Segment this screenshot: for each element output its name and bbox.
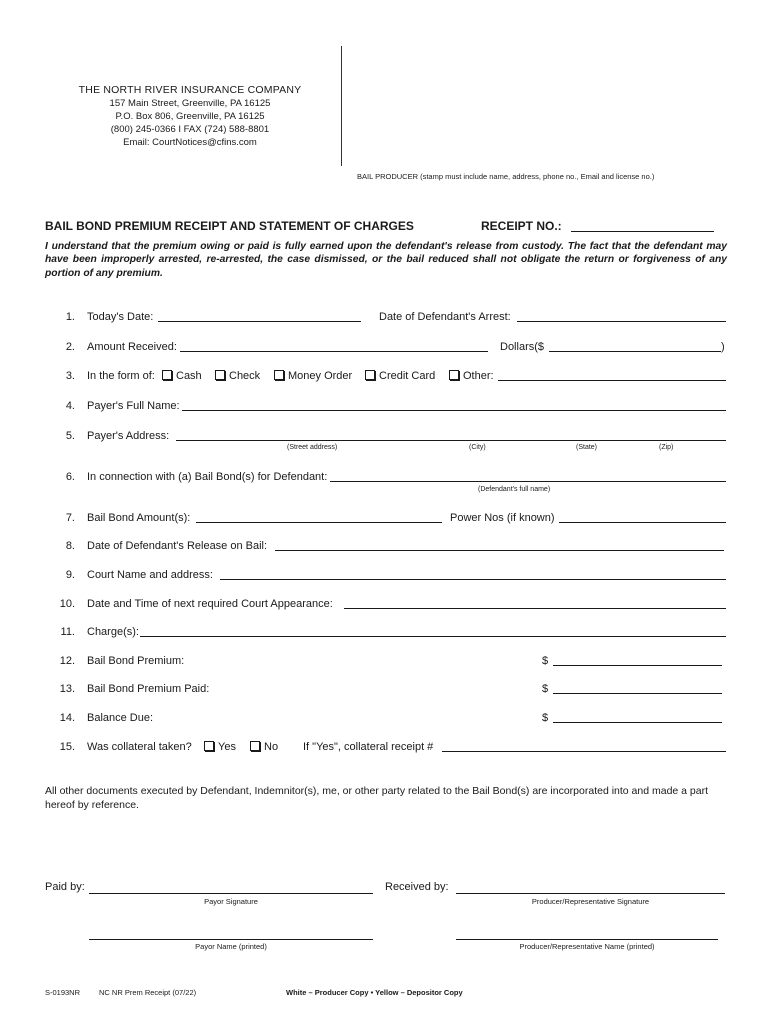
payer-name-label: Payer's Full Name: xyxy=(87,400,180,412)
option-other-label: Other: xyxy=(463,370,494,382)
option-cash[interactable] xyxy=(162,368,202,384)
option-money-order-label: Money Order xyxy=(288,370,353,382)
zip-caption: (Zip) xyxy=(659,444,674,451)
premium-paid-label: Bail Bond Premium Paid: xyxy=(87,683,210,695)
amount-received-dollars-field[interactable] xyxy=(549,339,721,352)
row-number: 5. xyxy=(65,430,75,442)
todays-date-label: Today's Date: xyxy=(87,311,154,323)
option-no-label: No xyxy=(264,741,279,753)
checkbox-icon[interactable] xyxy=(215,370,225,380)
option-other[interactable] xyxy=(449,368,494,384)
bond-amount-label: Bail Bond Amount(s): xyxy=(87,512,191,524)
row-bond-amount xyxy=(45,510,727,526)
option-cash-label: Cash xyxy=(176,370,202,382)
option-yes[interactable] xyxy=(204,739,236,755)
row-balance-due xyxy=(45,710,727,726)
payment-other-field[interactable] xyxy=(498,368,726,381)
form-number: S-0193NR xyxy=(45,988,81,997)
producer-signature-caption: Producer/Representative Signature xyxy=(531,897,650,906)
premium-paid-field[interactable] xyxy=(553,681,722,694)
city-caption: (City) xyxy=(469,444,486,451)
incorporation-paragraph: All other documents executed by Defendant, Indemnitor(s), me, or other party related to the Bail Bond(s) are incorporated into and made a part hereof by reference. xyxy=(45,785,709,811)
premium-label: Bail Bond Premium: xyxy=(87,655,185,667)
row-todays-date xyxy=(45,309,727,325)
defendant-name-field[interactable] xyxy=(330,469,726,482)
form-name: NC NR Prem Receipt (07/22) xyxy=(99,988,197,997)
option-credit-card-label: Credit Card xyxy=(379,370,436,382)
row-number: 4. xyxy=(65,400,75,412)
receipt-no-label xyxy=(481,219,562,233)
option-yes-label: Yes xyxy=(218,741,236,753)
premium-field[interactable] xyxy=(553,653,722,666)
option-check[interactable] xyxy=(215,368,260,384)
court-name-field[interactable] xyxy=(220,567,726,580)
state-caption: (State) xyxy=(576,444,598,451)
row-number: 8. xyxy=(65,540,75,552)
company-email: Email: CourtNotices@cfins.com xyxy=(123,137,257,148)
company-block xyxy=(40,84,340,149)
arrest-date-label: Date of Defendant's Arrest: xyxy=(379,311,511,323)
option-no[interactable] xyxy=(250,739,278,755)
checkbox-icon[interactable] xyxy=(162,370,172,380)
row-number: 15. xyxy=(59,741,75,753)
option-credit-card[interactable] xyxy=(365,368,435,384)
row-premium-paid xyxy=(45,681,727,697)
row-next-appearance xyxy=(45,596,727,612)
company-name: THE NORTH RIVER INSURANCE COMPANY xyxy=(78,84,302,96)
payment-form-label: In the form of: xyxy=(87,370,155,382)
payer-address-label: Payer's Address: xyxy=(87,430,170,442)
row-number: 13. xyxy=(59,683,75,695)
collateral-receipt-field[interactable] xyxy=(442,739,726,752)
row-number: 9. xyxy=(65,569,75,581)
amount-received-label: Amount Received: xyxy=(87,341,177,353)
release-date-label: Date of Defendant's Release on Bail: xyxy=(87,540,268,552)
next-appearance-label: Date and Time of next required Court Appearance: xyxy=(87,598,333,610)
collateral-label: Was collateral taken? xyxy=(87,741,192,753)
row-number: 2. xyxy=(65,341,75,353)
copy-distribution: White – Producer Copy • Yellow – Depositor Copy xyxy=(286,988,463,997)
company-address-pobox: P.O. Box 806, Greenville, PA 16125 xyxy=(115,111,265,122)
company-address-street: 157 Main Street, Greenville, PA 16125 xyxy=(109,98,271,109)
row-number: 7. xyxy=(65,512,75,524)
row-amount-received xyxy=(45,339,727,355)
arrest-date-field[interactable] xyxy=(517,309,726,322)
power-nos-field[interactable] xyxy=(559,510,726,523)
defendant-full-name-caption: (Defendant's full name) xyxy=(478,486,551,493)
checkbox-icon[interactable] xyxy=(274,370,284,380)
balance-due-dollar-sign: $ xyxy=(542,712,549,724)
receipt-no-text: RECEIPT NO.: xyxy=(481,219,562,233)
court-name-label: Court Name and address: xyxy=(87,569,213,581)
close-paren: ) xyxy=(721,341,725,353)
street-address-caption: (Street address) xyxy=(287,444,338,451)
charges-label: Charge(s): xyxy=(87,626,139,638)
paid-by-label: Paid by: xyxy=(45,881,85,893)
charges-field[interactable] xyxy=(140,624,726,637)
row-number: 12. xyxy=(59,655,75,667)
option-money-order[interactable] xyxy=(274,368,352,384)
todays-date-field[interactable] xyxy=(158,309,361,322)
header-divider xyxy=(341,46,342,166)
row-payment-form xyxy=(45,368,727,384)
checkbox-icon[interactable] xyxy=(204,741,214,751)
bond-amount-field[interactable] xyxy=(196,510,442,523)
row-number: 11. xyxy=(60,626,75,638)
payor-signature-caption: Payor Signature xyxy=(204,897,258,906)
received-by-label: Received by: xyxy=(385,881,449,893)
balance-due-field[interactable] xyxy=(553,710,722,723)
power-nos-label: Power Nos (if known) xyxy=(450,512,555,524)
amount-received-words-field[interactable] xyxy=(180,339,488,352)
form-title: BAIL BOND PREMIUM RECEIPT AND STATEMENT OF CHARGES xyxy=(45,219,414,233)
receipt-no-field[interactable] xyxy=(571,219,714,232)
row-payer-name xyxy=(45,398,727,414)
collateral-receipt-label: If "Yes", collateral receipt # xyxy=(303,741,434,753)
row-number: 14. xyxy=(59,712,75,724)
row-number: 10. xyxy=(59,598,75,610)
row-collateral xyxy=(45,739,727,755)
row-court-name xyxy=(45,567,727,583)
release-date-field[interactable] xyxy=(275,538,724,551)
payor-name-field[interactable] xyxy=(89,927,373,940)
producer-name-field[interactable] xyxy=(456,927,718,940)
row-charges xyxy=(45,624,727,640)
premium-statement: I understand that the premium owing or paid is fully earned upon the defendant's release from custody. The fact that the defendant may have been improperly arrested, re-arrested, the case dismissed, or the bail reduced shall not obligate the return or forgiveness of any portion of any premium. xyxy=(45,241,727,279)
company-phone-fax: (800) 245-0366 I FAX (724) 588-8801 xyxy=(110,124,270,135)
next-appearance-field[interactable] xyxy=(344,596,726,609)
producer-signature-field[interactable] xyxy=(456,881,725,894)
row-premium xyxy=(45,653,727,669)
checkbox-icon[interactable] xyxy=(365,370,375,380)
option-check-label: Check xyxy=(229,370,261,382)
row-payer-address xyxy=(45,428,727,444)
bail-producer-stamp-note: BAIL PRODUCER (stamp must include name, address, phone no., Email and license no.) xyxy=(357,172,655,181)
payer-name-field[interactable] xyxy=(182,398,726,411)
payer-address-field[interactable] xyxy=(176,428,726,441)
checkbox-icon[interactable] xyxy=(449,370,459,380)
row-number: 6. xyxy=(65,471,75,483)
payor-name-caption: Payor Name (printed) xyxy=(195,942,267,951)
dollars-label: Dollars($ xyxy=(500,341,545,353)
row-number: 3. xyxy=(65,370,75,382)
row-number: 1. xyxy=(65,311,75,323)
premium-paid-dollar-sign: $ xyxy=(542,683,549,695)
defendant-label: In connection with (a) Bail Bond(s) for Defendant: xyxy=(87,471,328,483)
row-release-date xyxy=(45,538,727,554)
premium-dollar-sign: $ xyxy=(542,655,549,667)
row-defendant xyxy=(45,469,727,485)
producer-name-caption: Producer/Representative Name (printed) xyxy=(519,942,655,951)
payor-signature-field[interactable] xyxy=(89,881,373,894)
checkbox-icon[interactable] xyxy=(250,741,260,751)
balance-due-label: Balance Due: xyxy=(87,712,154,724)
